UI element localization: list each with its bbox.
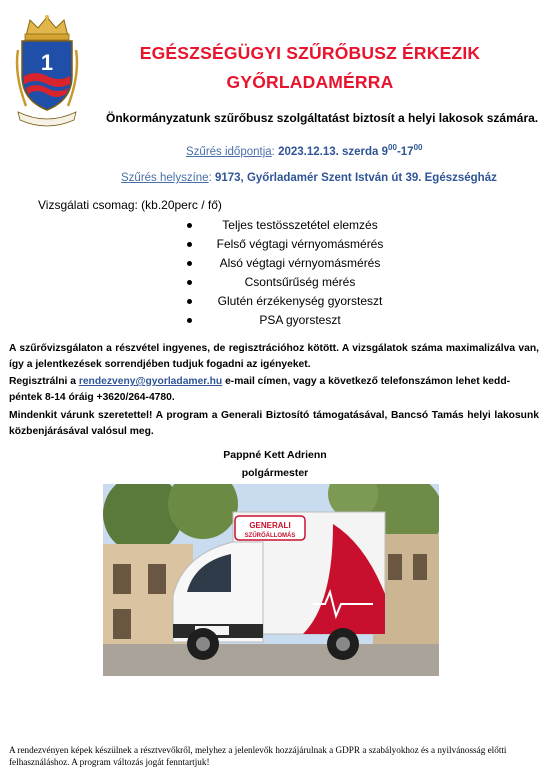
registration-paragraph [9,374,539,406]
test-item: PSA gyorsteszt [150,311,450,330]
test-list [150,216,450,330]
van-brand-text: GENERALI [249,521,291,530]
registration-text-after: e-mail címen, vagy a következő telefonszámon lehet kedd-péntek 8-14 óráig +3620/264-4780. [9,376,511,403]
poster-title-line2: GYŐRLADAMÉRRA [226,72,394,92]
date-end-minutes: 00 [413,143,423,152]
test-item: Csontsűrűség mérés [150,273,450,292]
intro-text: Önkormányzatunk szűrőbusz szolgáltatást biztosít a helyi lakosok számára. [106,111,539,125]
location-label: Szűrés helyszíne [121,172,209,184]
registration-email-link[interactable]: rendezveny@gyorladamer.hu [78,376,223,387]
registration-text-before: Regisztrálni a [9,376,79,387]
signature-name: Pappné Kett Adrienn [223,449,327,461]
location-value: 9173, Győrladamér Szent István út 39. Egészségház [211,172,497,184]
signature-role: polgármester [241,467,309,479]
date-separator: : [271,145,275,158]
test-item: Teljes testösszetétel elemzés [150,216,450,235]
date-label: Szűrés időpontja [186,145,272,158]
coat-of-arms-icon [12,14,82,130]
footer-disclaimer: A rendezvényen képek készülnek a résztvevőkről, melyhez a jelenlevők hozzájárulnak a GDPR a szabályokhoz és a nyilvánosság előtti felhasználáshoz. A program változás jogát fenntartjuk! [9,745,507,767]
date-dash: -17 [396,145,414,158]
van-subtitle-text: SZŰRŐÁLLOMÁS [244,533,296,539]
date-start-minutes: 00 [388,143,397,152]
screening-date [186,143,422,158]
poster-title-line1: EGÉSZSÉGÜGYI SZŰRŐBUSZ ÉRKEZIK [139,43,481,63]
participation-paragraph: A szűrővizsgálaton a részvétel ingyenes, de regisztrációhoz kötött. A vizsgálatok száma maximalizálva van, így a jelentkezések sorrendjében tudjuk fogadni az igényeket. [9,343,539,370]
package-heading: Vizsgálati csomag: (kb.20perc / fő) [38,198,222,212]
crest-number: 1 [40,50,54,75]
test-item: Glutén érzékenység gyorsteszt [150,292,450,311]
screening-bus-photo [103,484,439,676]
screening-location [121,172,497,184]
date-value: 2023.12.13. szerda 9 [274,145,389,158]
test-item: Alsó végtagi vérnyomásmérés [150,254,450,273]
sponsor-paragraph: Mindenkit várunk szeretettel! A program a Generali Biztosító támogatásával, Bancsó Tamás helyi lakosunk közbenjárásával valósul meg. [9,410,539,437]
test-item: Felső végtagi vérnyomásmérés [150,235,450,254]
location-separator: : [208,172,212,184]
